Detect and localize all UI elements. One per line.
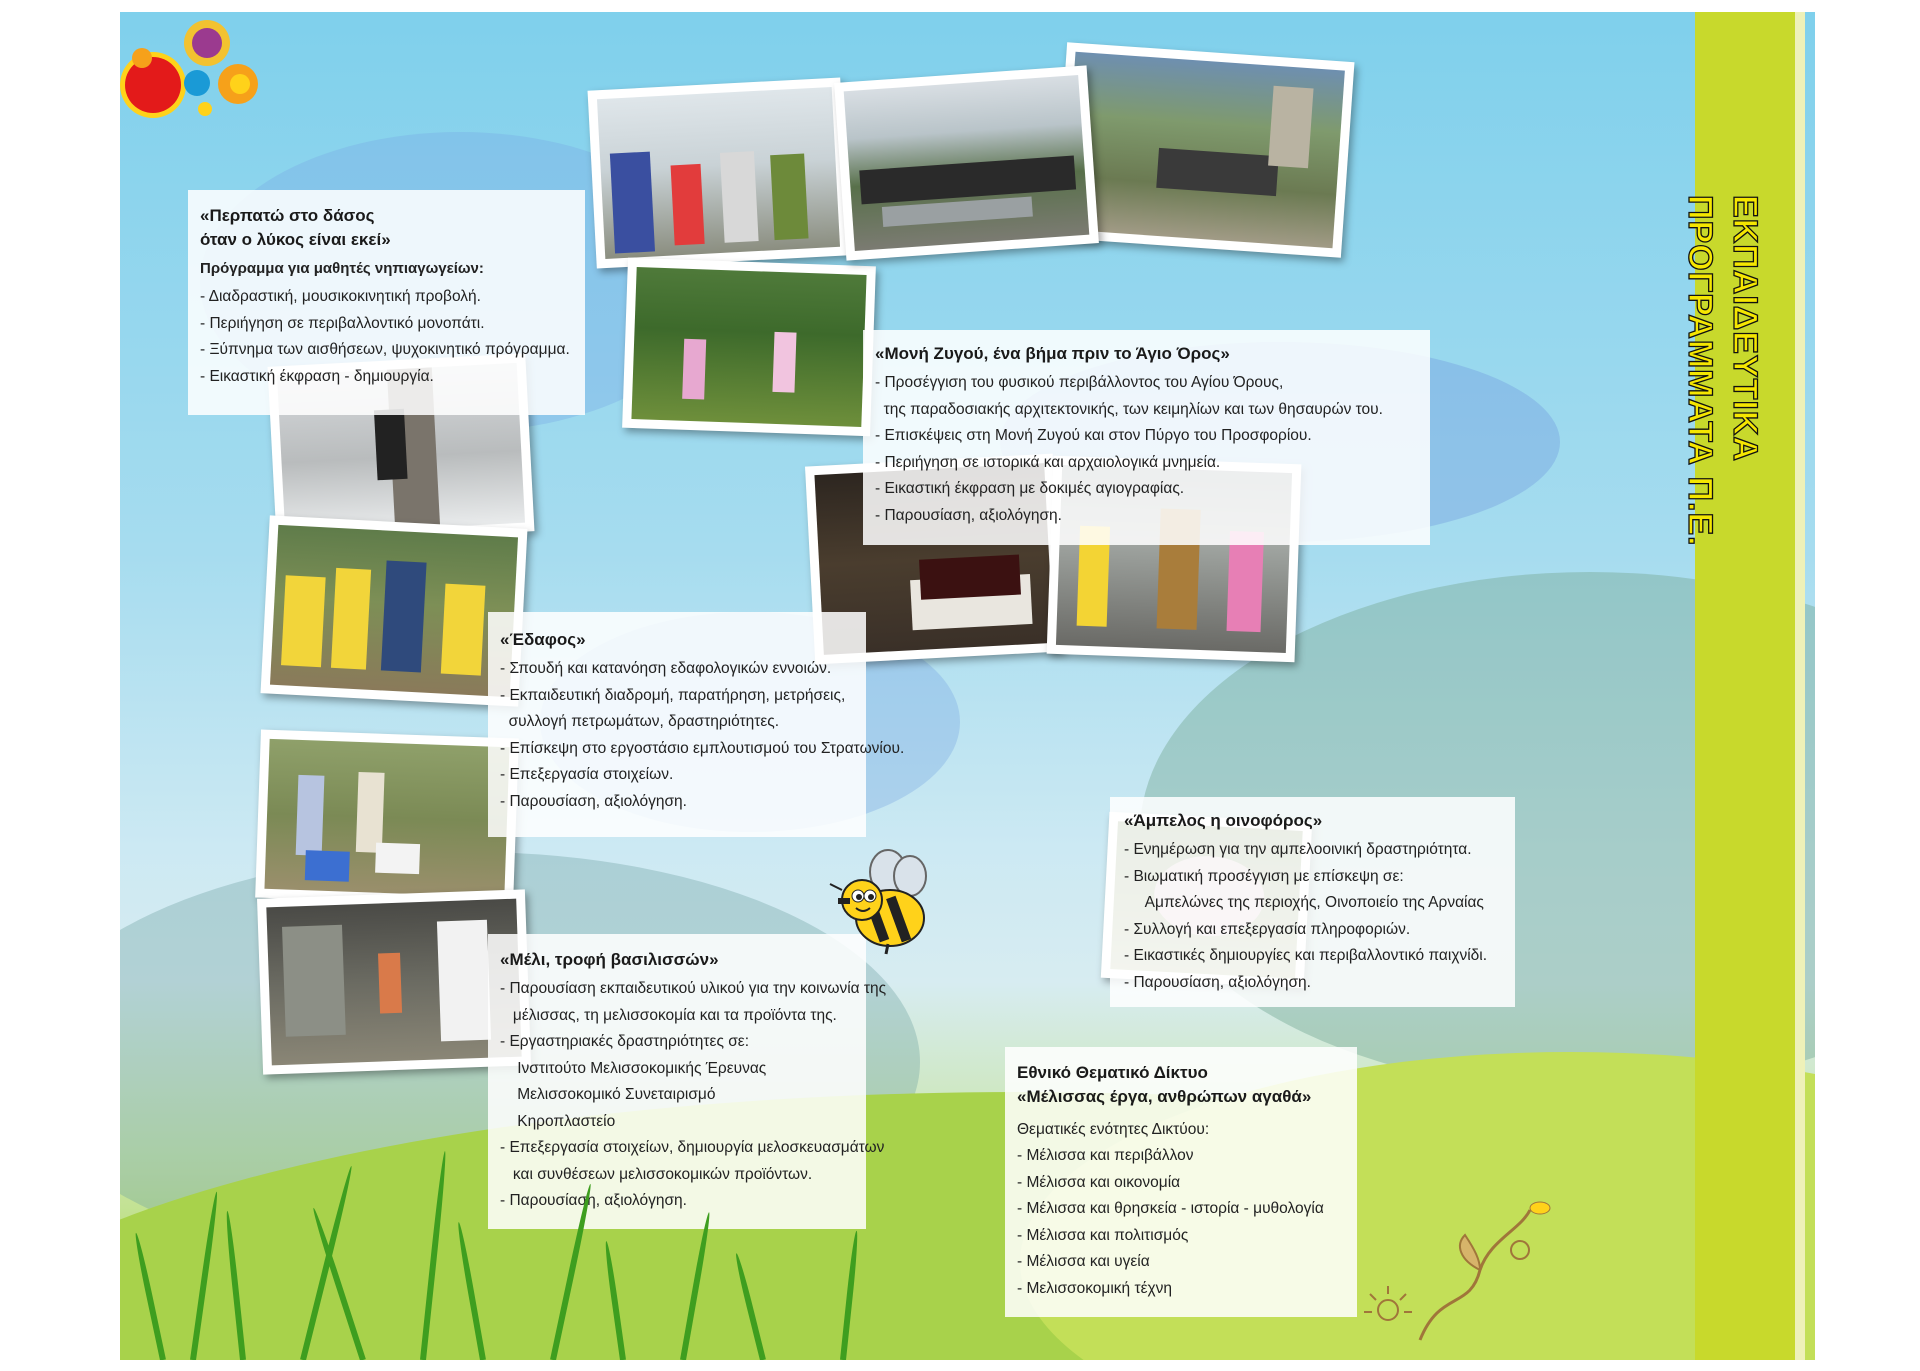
photo-monastery-walkway	[834, 65, 1099, 260]
list-item: - Μέλισσα και θρησκεία - ιστορία - μυθολογία	[1017, 1200, 1324, 1217]
list-item: - Επισκέψεις στη Μονή Ζυγού και στον Πύργο του Προσφορίου.	[875, 427, 1312, 444]
list-item: Αμπελώνες της περιοχής, Οινοποιείο της Αρναίας	[1124, 894, 1484, 911]
program-honey	[488, 934, 887, 1229]
circles-logo-icon	[120, 12, 280, 142]
program-network-title-2: «Μέλισσας έργα, ανθρώπων αγαθά»	[1017, 1087, 1312, 1106]
program-soil	[488, 612, 905, 837]
list-item: - Σπουδή και κατανόηση εδαφολογικών εννοιών.	[500, 660, 832, 677]
list-item: - Παρουσίαση, αξιολόγηση.	[875, 506, 1062, 524]
list-item: - Επίσκεψη στο εργοστάσιο εμπλουτισμού του Στρατωνίου.	[500, 739, 905, 757]
photo-kindergarten-class	[588, 78, 850, 269]
list-item: και συνθέσεων μελισσοκομικών προϊόντων.	[500, 1165, 813, 1183]
list-item: - Μέλισσα και υγεία	[1017, 1253, 1150, 1270]
bee-icon	[828, 840, 943, 960]
page-title-2	[1655, 195, 1745, 575]
program-soil-title: «Έδαφος»	[500, 630, 586, 649]
list-item: - Περιήγηση σε περιβαλλοντικό μονοπάτι.	[200, 314, 485, 332]
list-item: - Παρουσίαση, αξιολόγηση.	[500, 792, 687, 810]
list-item: - Εικαστικές δημιουργίες και περιβαλλοντικό παιχνίδι.	[1124, 947, 1488, 964]
bee-doodle-icon	[1360, 1190, 1560, 1350]
list-item: - Εικαστική έκφραση - δημιουργία.	[200, 367, 434, 385]
program-network-list	[1017, 1143, 1357, 1302]
page-title-line-1: ΕΚΠΑΙΔΕΥΤΙΚΑ	[1726, 195, 1764, 462]
program-honey-list	[500, 976, 887, 1215]
program-forest-title: «Περπατώ στο δάσος όταν ο λύκος είναι εκεί»	[200, 206, 391, 249]
program-forest	[188, 190, 585, 415]
list-item: - Ξύπνημα των αισθήσεων, ψυχοκινητικό πρόγραμμα.	[200, 341, 570, 358]
list-item: - Μελισσοκομική τέχνη	[1017, 1279, 1173, 1297]
list-item: Ινστιτούτο Μελισσοκομικής Έρευνας	[500, 1059, 767, 1077]
brochure-page	[120, 12, 1815, 1360]
photo-monastery-ruins	[1054, 42, 1355, 258]
program-zygou	[863, 330, 1430, 545]
list-item: Μελισσοκομικό Συνεταιρισμό	[500, 1086, 716, 1103]
list-item: - Εργαστηριακές δραστηριότητες σε:	[500, 1033, 750, 1050]
list-item: - Ενημέρωση για την αμπελοοινική δραστηριότητα.	[1124, 841, 1472, 858]
sidebar-edge	[1795, 12, 1805, 1360]
page-title-line-2: ΠΡΟΓΡΑΜΜΑΤΑ Π.Ε.	[1681, 195, 1719, 547]
list-item: - Προσέγγιση του φυσικού περιβάλλοντος του Αγίου Όρους,	[875, 374, 1284, 391]
list-item: μέλισσας, τη μελισσοκομία και τα προϊόντα της.	[500, 1006, 837, 1024]
list-item: - Μέλισσα και περιβάλλον	[1017, 1147, 1194, 1164]
list-item: - Βιωματική προσέγγιση με επίσκεψη σε:	[1124, 867, 1404, 885]
program-zygou-list	[875, 370, 1430, 529]
list-item: - Συλλογή και επεξεργασία πληροφοριών.	[1124, 920, 1411, 938]
program-forest-list	[200, 284, 585, 390]
program-wine-title: «Άμπελος η οινοφόρος»	[1124, 811, 1323, 830]
program-forest-subtitle: Πρόγραμμα για μαθητές νηπιαγωγείων:	[200, 260, 484, 277]
list-item: - Εικαστική έκφραση με δοκιμές αγιογραφίας.	[875, 480, 1185, 497]
list-item: - Επεξεργασία στοιχείων.	[500, 766, 674, 783]
photo-beekeepers	[255, 730, 519, 907]
list-item: - Διαδραστική, μουσικοκινητική προβολή.	[200, 288, 481, 305]
list-item: - Μέλισσα και οικονομία	[1017, 1173, 1181, 1191]
list-item: συλλογή πετρωμάτων, δραστηριότητες.	[500, 713, 780, 730]
list-item: - Επεξεργασία στοιχείων, δημιουργία μελοσκευασμάτων	[500, 1139, 885, 1156]
program-soil-list	[500, 656, 905, 815]
program-zygou-title: «Μονή Ζυγού, ένα βήμα πριν το Άγιο Όρος»	[875, 344, 1230, 363]
program-wine-list	[1124, 837, 1515, 996]
list-item: της παραδοσιακής αρχιτεκτονικής, των κειμηλίων και των θησαυρών του.	[875, 400, 1383, 418]
program-wine	[1110, 797, 1515, 1007]
list-item: Κηροπλαστείο	[500, 1112, 616, 1130]
program-network-intro: Θεματικές ενότητες Δικτύου:	[1017, 1121, 1210, 1138]
list-item: - Παρουσίαση εκπαιδευτικού υλικού για την κοινωνία της	[500, 980, 887, 997]
program-honey-title: «Μέλι, τροφή βασιλισσών»	[500, 950, 719, 969]
program-network	[1005, 1047, 1357, 1317]
photo-forest-trail	[622, 258, 876, 437]
list-item: - Παρουσίαση, αξιολόγηση.	[1124, 973, 1311, 991]
list-item: - Παρουσίαση, αξιολόγηση.	[500, 1192, 687, 1209]
program-network-title-1: Εθνικό Θεματικό Δίκτυο	[1017, 1063, 1208, 1082]
list-item: - Εκπαιδευτική διαδρομή, παρατήρηση, μετρήσεις,	[500, 686, 846, 704]
list-item: - Μέλισσα και πολιτισμός	[1017, 1226, 1189, 1244]
list-item: - Περιήγηση σε ιστορικά και αρχαιολογικά μνημεία.	[875, 453, 1221, 471]
